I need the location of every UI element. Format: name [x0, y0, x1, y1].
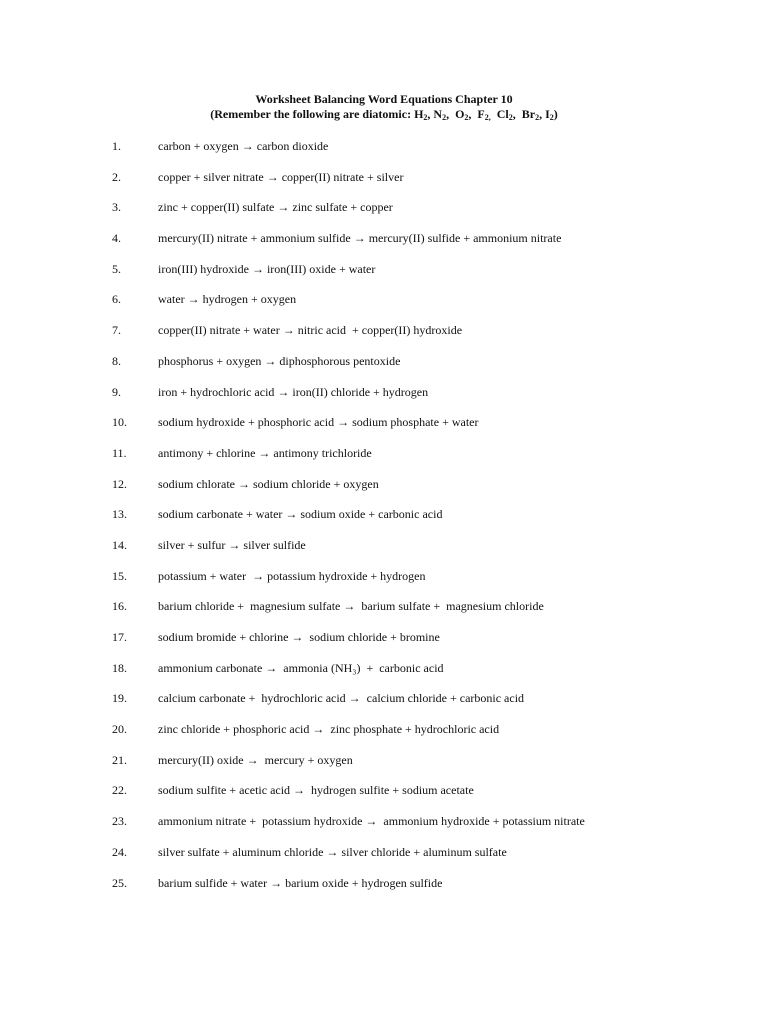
equation-number: 8. [112, 353, 121, 368]
diatomic-separator: , [468, 107, 478, 121]
equation-text: calcium carbonate + hydrochloric acid → calcium chloride + carbonic acid [158, 691, 525, 706]
equation-number: 25. [112, 875, 127, 890]
equation-number: 18. [112, 660, 127, 675]
equation-text: silver + sulfur → silver sulfide [158, 537, 306, 552]
equation-item [0, 629, 768, 660]
diatomic-subscript: 2, [484, 113, 491, 122]
equation-number: 10. [112, 415, 127, 430]
equation-item [0, 261, 768, 292]
equation-item [0, 322, 768, 353]
diatomic-list [414, 107, 554, 121]
equation-item [0, 690, 768, 721]
diatomic-element: I [545, 107, 550, 121]
equation-item [0, 875, 768, 906]
equation-number: 15. [112, 568, 127, 583]
diatomic-reminder [0, 107, 768, 122]
equation-number: 17. [112, 630, 127, 644]
equation-number: 12. [112, 476, 127, 491]
equation-text: mercury(II) oxide → mercury + oxygen [158, 752, 353, 767]
diatomic-subscript: 2 [423, 113, 428, 122]
diatomic-separator: , [539, 107, 546, 121]
equation-number: 5. [112, 261, 121, 276]
equation-text: carbon + oxygen → carbon dioxide [158, 139, 329, 153]
equation-item [0, 476, 768, 507]
equation-number: 7. [112, 323, 121, 338]
diatomic-element: H [414, 107, 424, 121]
equation-item [0, 384, 768, 415]
diatomic-subscript: 2 [508, 113, 513, 122]
diatomic-subscript: 2 [549, 113, 554, 122]
equation-item [0, 721, 768, 752]
equation-number: 4. [112, 231, 121, 246]
diatomic-reminder-prefix: (Remember the following are diatomic: [210, 107, 415, 121]
diatomic-separator: , [446, 107, 456, 121]
equation-text: phosphorus + oxygen → diphosphorous pentoxide [158, 353, 401, 368]
equation-item [0, 230, 768, 261]
equation-item [0, 598, 768, 629]
equation-text: copper(II) nitrate + water → nitric acid + copper(II) hydroxide [158, 323, 463, 338]
diatomic-reminder-suffix: ) [553, 107, 558, 121]
equation-text: zinc + copper(II) sulfate → zinc sulfate + copper [158, 200, 393, 215]
diatomic-element: Br [521, 107, 536, 121]
equation-number: 22. [112, 783, 127, 798]
diatomic-separator: , [512, 107, 522, 121]
diatomic-element: O [455, 107, 465, 121]
equation-number: 14. [112, 537, 127, 552]
equation-item [0, 844, 768, 875]
equation-text: ammonium carbonate → ammonia (NH₃) + carbonic acid [158, 660, 444, 675]
diatomic-subscript: 2 [442, 113, 447, 122]
equation-item [0, 199, 768, 230]
equation-text: water → hydrogen + oxygen [158, 292, 297, 307]
equation-item [0, 537, 768, 568]
diatomic-subscript: 2 [464, 113, 469, 122]
equation-number: 24. [112, 844, 127, 859]
worksheet-title: Worksheet Balancing Word Equations Chapter 10 [255, 92, 513, 106]
equation-item [0, 445, 768, 476]
equation-item [0, 813, 768, 844]
equation-item [0, 568, 768, 599]
equation-text: sodium chlorate → sodium chloride + oxygen [158, 476, 379, 491]
diatomic-separator: , [427, 107, 434, 121]
equation-text: iron + hydrochloric acid → iron(II) chloride + hydrogen [158, 384, 429, 399]
equation-text: barium chloride + magnesium sulfate → barium sulfate + magnesium chloride [158, 599, 544, 614]
equation-number: 16. [112, 599, 127, 614]
equation-number: 23. [112, 814, 127, 829]
equation-text: silver sulfate + aluminum chloride → silver chloride + aluminum sulfate [158, 844, 507, 859]
equation-number: 6. [112, 292, 121, 307]
equation-text: copper + silver nitrate → copper(II) nitrate + silver [158, 169, 404, 184]
equation-text: zinc chloride + phosphoric acid → zinc phosphate + hydrochloric acid [158, 722, 500, 737]
equation-number: 19. [112, 691, 127, 706]
equation-text: ammonium nitrate + potassium hydroxide → ammonium hydroxide + potassium nitrate [158, 814, 585, 829]
diatomic-subscript: 2 [535, 113, 540, 122]
equation-list [0, 138, 768, 905]
diatomic-element: Cl [496, 107, 509, 121]
equation-number: 1. [112, 139, 121, 153]
diatomic-element: N [433, 107, 443, 121]
equation-number: 11. [112, 445, 127, 460]
equation-item [0, 291, 768, 322]
equation-item [0, 138, 768, 169]
equation-item [0, 782, 768, 813]
equation-number: 9. [112, 384, 121, 399]
equation-text: potassium + water → potassium hydroxide + hydrogen [158, 568, 426, 583]
equation-item [0, 660, 768, 691]
equation-number: 13. [112, 507, 127, 522]
equation-number: 21. [112, 752, 127, 767]
equation-text: antimony + chlorine → antimony trichloride [158, 445, 372, 460]
equation-item [0, 414, 768, 445]
equation-text: sodium sulfite + acetic acid → hydrogen sulfite + sodium acetate [158, 783, 474, 798]
diatomic-element: F [477, 107, 485, 121]
equation-text: barium sulfide + water → barium oxide + hydrogen sulfide [158, 875, 443, 890]
equation-text: sodium hydroxide + phosphoric acid → sodium phosphate + water [158, 415, 479, 430]
equation-item [0, 752, 768, 783]
equation-item [0, 169, 768, 200]
equation-number: 20. [112, 722, 127, 737]
equation-text: sodium carbonate + water → sodium oxide + carbonic acid [158, 507, 443, 522]
equation-number: 2. [112, 169, 121, 184]
equation-text: iron(III) hydroxide → iron(III) oxide + water [158, 261, 376, 276]
equation-item [0, 506, 768, 537]
equation-item [0, 353, 768, 384]
equation-number: 3. [112, 200, 121, 215]
equation-text: sodium bromide + chlorine → sodium chloride + bromine [158, 630, 440, 644]
worksheet-header [0, 92, 768, 122]
equation-text: mercury(II) nitrate + ammonium sulfide → mercury(II) sulfide + ammonium nitrate [158, 231, 562, 246]
